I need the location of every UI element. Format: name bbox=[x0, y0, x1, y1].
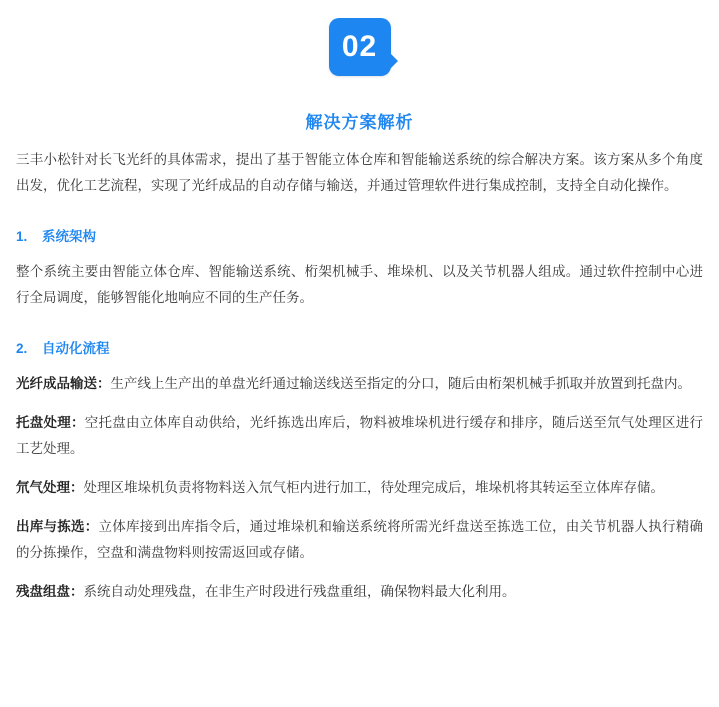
list-item-text: 系统自动处理残盘，在非生产时段进行残盘重组，确保物料最大化利用。 bbox=[83, 584, 516, 599]
intro-paragraph: 三丰小松针对长飞光纤的具体需求，提出了基于智能立体仓库和智能输送系统的综合解决方案。该方案从多个角度出发，优化工艺流程，实现了光纤成品的自动存储与输送，并通过管理软件进行集成控制，支持全自动化操作。 bbox=[16, 152, 703, 193]
list-item-label: 出库与拣选： bbox=[16, 519, 99, 534]
list-item-label: 光纤成品输送： bbox=[16, 376, 111, 391]
list-item bbox=[16, 410, 703, 462]
list-item bbox=[16, 514, 703, 566]
list-item-label: 氘气处理： bbox=[16, 480, 84, 495]
page-title: 解决方案解析 bbox=[305, 113, 414, 132]
list-item-label: 托盘处理： bbox=[16, 415, 85, 430]
section-body-1: 整个系统主要由智能立体仓库、智能输送系统、桁架机械手、堆垛机、以及关节机器人组成。通过软件控制中心进行全局调度，能够智能化地响应不同的生产任务。 bbox=[16, 264, 703, 305]
list-item-text: 生产线上生产出的单盘光纤通过输送线送至指定的分口，随后由桁架机械手抓取并放置到托盘内。 bbox=[110, 376, 691, 391]
section-number-2: 2. bbox=[16, 341, 28, 356]
badge-row bbox=[16, 0, 703, 82]
badge-number: 02 bbox=[341, 30, 378, 63]
list-item-text: 处理区堆垛机负责将物料送入氘气柜内进行加工，待处理完成后，堆垛机将其转运至立体库存储。 bbox=[83, 480, 664, 495]
list-item-text: 立体库接到出库指令后，通过堆垛机和输送系统将所需光纤盘送至拣选工位，由关节机器人执行精确的分拣操作，空盘和满盘物料则按需返回或存储。 bbox=[16, 519, 704, 560]
list-item bbox=[16, 579, 703, 605]
section-title-2: 自动化流程 bbox=[42, 341, 110, 356]
section-title-1: 系统架构 bbox=[42, 229, 96, 244]
list-item bbox=[16, 371, 703, 397]
list-item-text: 空托盘由立体库自动供给，光纤拣选出库后，物料被堆垛机进行缓存和排序，随后送至氘气处理区进行工艺处理。 bbox=[16, 415, 704, 456]
section-heading-1 bbox=[16, 225, 703, 245]
list-item bbox=[16, 475, 703, 501]
section-number-1: 1. bbox=[16, 229, 28, 244]
list-item-label: 残盘组盘： bbox=[16, 584, 84, 599]
section-heading-2 bbox=[16, 337, 703, 357]
section-number-badge bbox=[329, 18, 391, 76]
